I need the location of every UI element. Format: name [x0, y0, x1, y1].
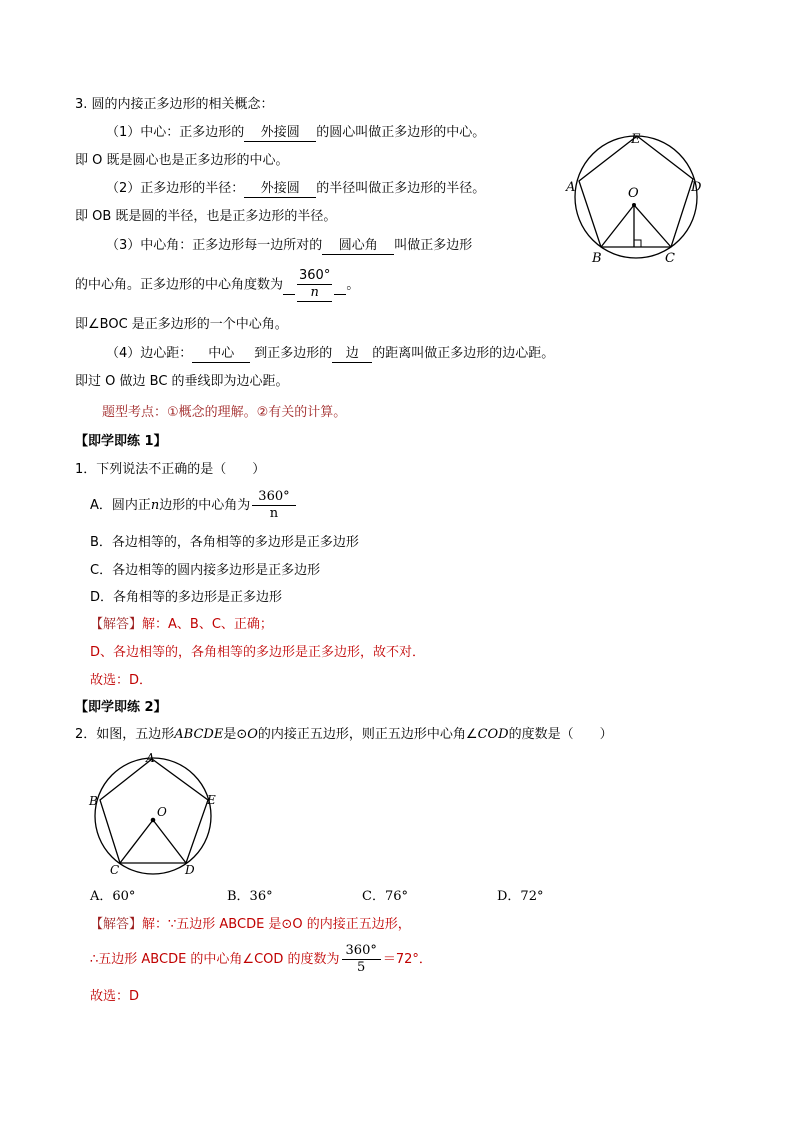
frac-den: n — [310, 285, 319, 300]
q-pre: 2．如图，五边形 — [75, 727, 175, 742]
practice1-header: 【即学即练 1】 — [75, 434, 167, 449]
practice2-answer-line1 — [90, 916, 411, 934]
item2-blank: 外接圆 — [244, 181, 316, 198]
fig2-label-b: B — [89, 794, 98, 808]
fig1-label-o: O — [628, 186, 639, 201]
optA-num: 360° — [252, 489, 295, 506]
answer2-fraction — [342, 943, 381, 976]
item4-blank1: 中心 — [192, 346, 250, 363]
item3-line — [106, 237, 472, 255]
q-post: 的度数是（ ） — [508, 727, 613, 742]
answer2-line2-post: ＝72°． — [382, 952, 432, 967]
practice1-answer-line1 — [90, 616, 273, 634]
answer-tag: 【解答】 — [90, 617, 143, 632]
fig1-label-e: E — [631, 132, 641, 147]
fig1-label-b: B — [592, 251, 602, 266]
practice1-option-c: C．各边相等的圆内接多边形是正多边形 — [90, 563, 321, 578]
item4-mid: 到正多边形的 — [254, 346, 333, 361]
practice1-option-b: B．各边相等的，各角相等的多边形是正多边形 — [90, 535, 359, 550]
item1-pre: （1）中心：正多边形的 — [106, 125, 245, 140]
item1-blank: 外接圆 — [244, 125, 316, 142]
practice2-header: 【即学即练 2】 — [75, 700, 167, 715]
q-o: O — [247, 727, 258, 742]
practice1-answer-line2: D、各边相等的，各角相等的多边形是正多边形，故不对． — [90, 645, 426, 660]
item4-blank2: 边 — [332, 346, 372, 363]
item3-note: 即∠BOC 是正多边形的一个中心角。 — [75, 317, 288, 332]
fig2-label-d: D — [185, 863, 195, 877]
item1-note: 即 O 既是圆心也是正多边形的中心。 — [75, 153, 289, 168]
practice2-answer-line2 — [90, 942, 432, 978]
practice2-option-d: D．72° — [497, 889, 544, 904]
item3-line2-pre: 的中心角。正多边形的中心角度数为 — [75, 277, 284, 293]
answer2-tag: 【解答】 — [90, 917, 143, 932]
pentagon-figure-2 — [86, 750, 226, 880]
item3-blank: 圆心角 — [322, 238, 394, 255]
fig1-label-d: D — [691, 180, 702, 195]
fig2-label-c: C — [110, 863, 120, 877]
fig2-label-a: A — [146, 751, 155, 765]
practice2-option-b: B．36° — [227, 889, 273, 904]
practice1-answer-line3: 故选：D． — [90, 673, 153, 688]
pentagon-figure-1 — [560, 125, 720, 270]
optA-mid: 边形的中心角为 — [159, 498, 251, 513]
practice2-answer-line3: 故选：D — [90, 989, 140, 1004]
q-cod: COD — [477, 727, 509, 742]
item3-pre: （3）中心角：正多边形每一边所对的 — [106, 238, 323, 253]
item1-line — [106, 124, 485, 142]
item3-line2 — [75, 268, 359, 303]
item2-post: 的半径叫做正多边形的半径。 — [316, 181, 486, 196]
item2-line — [106, 180, 485, 198]
exam-points: 题型考点：①概念的理解。②有关的计算。 — [102, 405, 347, 420]
item1-post: 的圆心叫做正多边形的中心。 — [316, 125, 486, 140]
item3-post: 叫做正多边形 — [394, 238, 473, 253]
item4-line — [106, 345, 554, 363]
practice1-option-a — [90, 488, 298, 524]
item2-note: 即 OB 既是圆的半径，也是正多边形的半径。 — [75, 209, 337, 224]
item3-line2-post: 。 — [346, 277, 360, 293]
fig2-label-e: E — [207, 793, 216, 807]
item2-pre: （2）正多边形的半径： — [106, 181, 245, 196]
answer2-line2-pre: ∴五边形 ABCDE 的中心角∠COD 的度数为 — [90, 952, 340, 967]
optA-n: n — [150, 498, 160, 513]
answer2-text: 解：∵五边形 ABCDE 是⊙O 的内接正五边形， — [142, 917, 411, 932]
q-abcde: ABCDE — [174, 727, 224, 742]
fig1-label-a: A — [566, 180, 576, 195]
fig2-label-o: O — [157, 805, 167, 819]
q-mid2: 的内接正五边形，则正五边形中心角∠ — [257, 727, 478, 742]
q-mid: 是⊙ — [223, 727, 248, 742]
practice2-option-c: C．76° — [362, 889, 408, 904]
answer2-num: 360° — [342, 943, 381, 960]
item4-pre: （4）边心距： — [106, 346, 193, 361]
optA-den: n — [269, 506, 279, 521]
frac-num: 360° — [299, 268, 331, 283]
optA-pre: A．圆内正 — [90, 498, 151, 513]
answer2-den: 5 — [357, 960, 366, 975]
answer-text: 解：A、B、C、正确； — [142, 617, 273, 632]
fig1-label-c: C — [665, 251, 675, 266]
practice1-question: 1．下列说法不正确的是（ ） — [75, 462, 266, 477]
optA-fraction — [252, 489, 295, 522]
section-title: 3. 圆的内接正多边形的相关概念： — [75, 97, 274, 112]
central-angle-fraction — [297, 268, 332, 302]
item4-post: 的距离叫做正多边形的边心距。 — [372, 346, 555, 361]
practice2-question — [75, 726, 613, 744]
practice1-option-d: D．各角相等的多边形是正多边形 — [90, 590, 283, 605]
practice2-option-a: A．60° — [90, 889, 136, 904]
item4-note: 即过 O 做边 BC 的垂线即为边心距。 — [75, 374, 289, 389]
